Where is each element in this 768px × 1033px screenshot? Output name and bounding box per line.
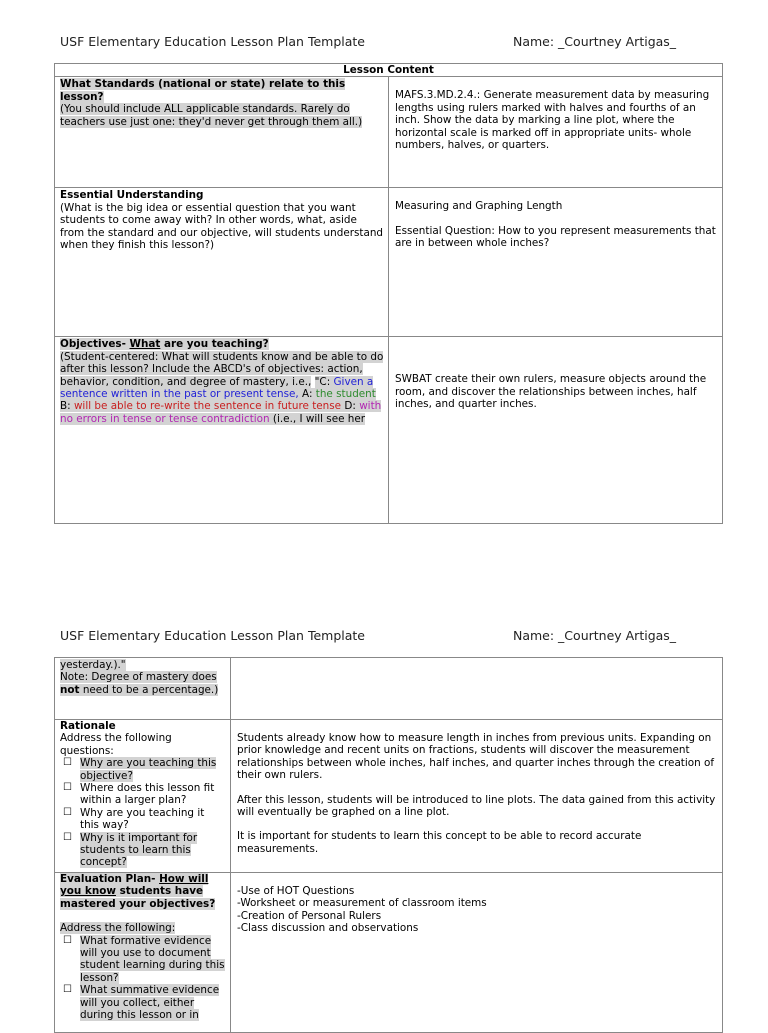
evaluation-intro: Address the following:: [60, 922, 176, 935]
evaluation-question-item: ☐ What summative evidence will you collect, either during this lesson or in: [80, 984, 226, 1021]
page-header: [60, 628, 708, 643]
rationale-questions: [60, 757, 226, 869]
mastery-note: Note: Degree of mastery does not need to be a percentage.): [60, 671, 219, 696]
objectives-note: (Student-centered: What will students know and be able to do after this lesson? Include the ABCD's of objectives: action, behavior, condition, and degree of mastery, i.e.,: [60, 350, 384, 388]
template-title: USF Elementary Education Lesson Plan Template: [60, 628, 365, 643]
rationale-answer-2: After this lesson, students will be introduced to line plots. The data gained from this activity will eventually be graphed on a line plot.: [237, 793, 716, 819]
evaluation-answer: -Class discussion and observations: [237, 922, 419, 935]
evaluation-title: Evaluation Plan- How will you know students have mastered your objectives?: [60, 873, 216, 910]
rationale-question-item: ☐ Why are you teaching this objective?: [80, 757, 226, 782]
evaluation-questions: [60, 935, 226, 1022]
rationale-question-item: ☐ Where does this lesson fit within a larger plan?: [80, 782, 226, 807]
objectives-continued-row: [55, 658, 723, 720]
rationale-title: Rationale: [60, 720, 116, 732]
essential-row: [55, 188, 723, 337]
essential-answer-question: Essential Question: How to you represent measurements that are in between whole inches?: [395, 224, 716, 250]
objectives-continued-text: yesterday.).": [60, 659, 126, 671]
objectives-question: Objectives- What are you teaching?: [60, 338, 269, 351]
evaluation-row: [55, 873, 723, 1033]
evaluation-answer: -Use of HOT Questions: [237, 885, 355, 897]
evaluation-answer: -Worksheet or measurement of classroom items: [237, 897, 487, 910]
template-title: USF Elementary Education Lesson Plan Template: [60, 34, 365, 49]
essential-question: Essential Understanding: [60, 189, 204, 202]
objectives-row: [55, 337, 723, 524]
author-name: Name: _Courtney Artigas_: [513, 628, 677, 643]
author-name: Name: _Courtney Artigas_: [513, 34, 677, 49]
rationale-answer-1: Students already know how to measure length in inches from previous units. Expanding on prior knowledge and recent units on fractions, students will discover the measurement relationships between whole inches, half inches, and quarter inches through the creation of their own rulers.: [237, 732, 715, 782]
lesson-content-heading: Lesson Content: [55, 64, 723, 77]
standards-note: (You should include ALL applicable standards. Rarely do teachers use just one: they'd never get through them all.): [60, 103, 363, 128]
rationale-question-item: ☐ Why are you teaching it this way?: [80, 807, 226, 832]
rationale-intro: Address the following questions:: [60, 732, 172, 757]
rationale-question-item: ☐ Why is it important for students to learn this concept?: [80, 832, 226, 869]
page-header: [60, 34, 708, 49]
standards-answer: MAFS.3.MD.2.4.: Generate measurement data by measuring lengths using rulers marked with halves and fourths of an inch. Show the data by marking a line plot, where the horizontal scale is marked off in appropriate units- whole numbers, halves, or quarters.: [395, 89, 710, 152]
evaluation-answer: -Creation of Personal Rulers: [237, 909, 382, 922]
lesson-content-table: [54, 63, 723, 524]
essential-note: (What is the big idea or essential question that you want students to come away with? In other words, what, aside from the standard and our objective, will students understand when they finish this lesson?): [60, 201, 384, 252]
essential-answer-title: Measuring and Graphing Length: [395, 200, 563, 213]
lesson-content-table-continued: [54, 657, 723, 1033]
rationale-row: [55, 720, 723, 873]
abcd-example: "C: Given a sentence written in the past or present tense, A: the student B: will be able to re-write the sentence in future tense D: with no errors in tense or tense contradiction (i.e., I will see her: [60, 375, 382, 425]
objectives-answer: SWBAT create their own rulers, measure objects around the room, and discover the relationships between inches, half inches, and quarter inches.: [395, 373, 707, 411]
evaluation-question-item: ☐ What formative evidence will you use to document student learning during this lesson?: [80, 935, 226, 985]
page-2: [0, 600, 768, 1024]
rationale-answer-3: It is important for students to learn this concept to be able to record accurate measurements.: [237, 830, 642, 855]
standards-question: What Standards (national or state) relate to this lesson?: [60, 78, 346, 103]
standards-row: [55, 77, 723, 188]
